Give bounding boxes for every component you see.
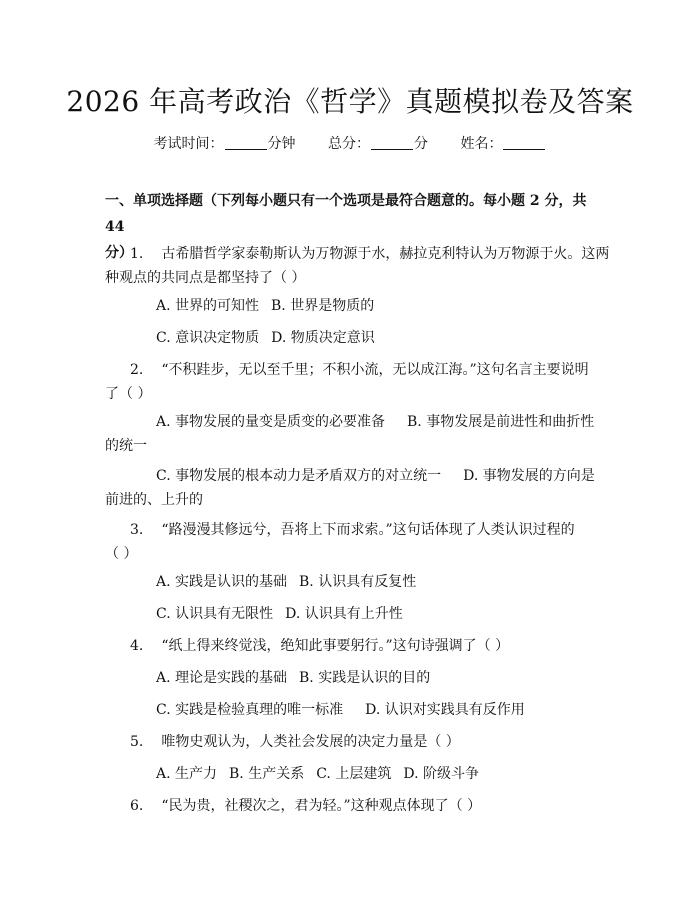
option-a[interactable]: A. 事物发展的量变是质变的必要准备	[156, 414, 386, 430]
option-b[interactable]: B. 实践是认识的目的	[299, 670, 431, 686]
question-4-options-cd	[156, 700, 525, 720]
question-number: 2.	[130, 362, 144, 378]
option-b[interactable]: B. 世界是物质的	[271, 298, 375, 314]
question-6-stem	[130, 796, 481, 816]
question-text: “路漫漫其修远兮，吾将上下而求索。”这句话体现了人类认识过程的	[161, 522, 575, 538]
question-2-stem	[130, 360, 589, 380]
option-c[interactable]: C. 认识具有无限性	[156, 606, 274, 622]
question-3-options-ab	[156, 572, 416, 592]
exam-name	[460, 133, 546, 153]
exam-score	[328, 133, 428, 153]
name-blank[interactable]	[503, 135, 545, 150]
score-blank[interactable]	[371, 135, 413, 150]
option-b[interactable]: B. 生产关系	[229, 766, 305, 782]
section-heading-line2: 分）	[105, 245, 133, 261]
name-label: 姓名：	[460, 136, 503, 152]
question-number: 6.	[130, 798, 144, 814]
question-number: 5.	[130, 734, 144, 750]
question-3-stem-cont: （ ）	[105, 546, 138, 562]
option-c[interactable]: C. 上层建筑	[316, 766, 392, 782]
question-number: 3.	[130, 522, 144, 538]
question-3-options-cd	[156, 604, 403, 624]
option-c[interactable]: C. 实践是检验真理的唯一标准	[156, 702, 344, 718]
question-text: “不积跬步，无以至千里；不积小流，无以成江海。”这句名言主要说明	[161, 362, 589, 378]
option-c[interactable]: C. 意识决定物质	[156, 330, 260, 346]
question-2-options-ab	[156, 412, 594, 432]
option-a[interactable]: A. 实践是认识的基础	[156, 574, 288, 590]
page-title: 2026 年高考政治《哲学》真题模拟卷及答案	[66, 85, 634, 118]
score-unit: 分	[414, 136, 428, 152]
question-number: 1.	[130, 246, 144, 262]
option-a[interactable]: A. 生产力	[156, 766, 218, 782]
option-b[interactable]: B. 事物发展是前进性和曲折性	[407, 414, 595, 430]
option-d[interactable]: D. 认识对实践具有反作用	[365, 702, 525, 718]
section-heading-line1: 一、单项选择题（下列每小题只有一个选项是最符合题意的。每小题 2 分，共 44	[105, 193, 587, 235]
score-label: 总分：	[328, 136, 370, 152]
option-a[interactable]: A. 世界的可知性	[156, 298, 260, 314]
question-1-stem-cont: 种观点的共同点是都坚持了（ ）	[105, 270, 306, 286]
question-2-option-d-cont: 前进的、上升的	[105, 492, 203, 508]
option-d[interactable]: D. 认识具有上升性	[285, 606, 403, 622]
option-d[interactable]: D. 阶级斗争	[403, 766, 479, 782]
time-unit: 分钟	[267, 136, 296, 152]
question-5-stem	[130, 732, 460, 752]
question-1-options-cd	[156, 328, 375, 348]
time-label: 考试时间：	[153, 136, 224, 152]
question-text: 唯物史观认为，人类社会发展的决定力量是（ ）	[161, 734, 460, 750]
question-1-stem	[130, 244, 609, 264]
question-2-options-cd	[156, 466, 595, 486]
exam-meta	[0, 133, 700, 153]
question-text: 古希腊哲学家泰勒斯认为万物源于水，赫拉克利特认为万物源于火。这两	[161, 246, 610, 262]
question-4-options-ab	[156, 668, 430, 688]
exam-time	[154, 133, 296, 153]
option-b[interactable]: B. 认识具有反复性	[299, 574, 417, 590]
question-1-options-ab	[156, 296, 374, 316]
question-3-stem	[130, 520, 575, 540]
option-d[interactable]: D. 事物发展的方向是	[463, 468, 595, 484]
question-number: 4.	[130, 638, 144, 654]
option-d[interactable]: D. 物质决定意识	[271, 330, 375, 346]
option-c[interactable]: C. 事物发展的根本动力是矛盾双方的对立统一	[156, 468, 442, 484]
option-a[interactable]: A. 理论是实践的基础	[156, 670, 288, 686]
question-text: “纸上得来终觉浅，绝知此事要躬行。”这句诗强调了（ ）	[161, 638, 510, 654]
question-text: “民为贵，社稷次之，君为轻。”这种观点体现了（ ）	[161, 798, 482, 814]
time-blank[interactable]	[225, 135, 267, 150]
question-5-options	[156, 764, 479, 784]
question-4-stem	[130, 636, 509, 656]
question-2-option-b-cont: 的统一	[105, 438, 147, 454]
question-2-stem-cont: 了（ ）	[105, 386, 152, 402]
